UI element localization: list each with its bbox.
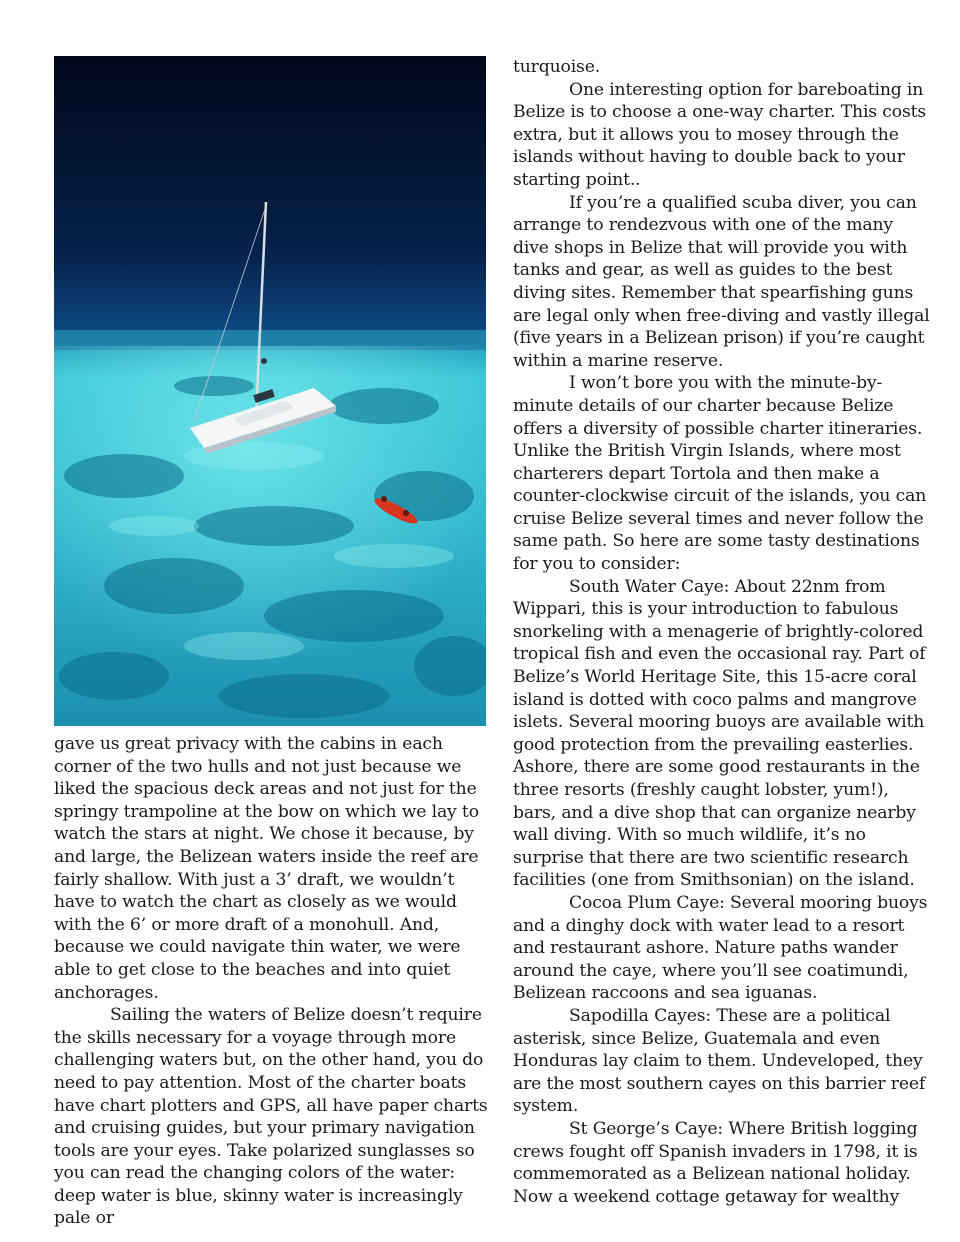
photo-illustration [54, 56, 486, 726]
sailboat-photo [54, 56, 486, 726]
right-text-column [513, 56, 933, 1208]
paragraph: Cocoa Plum Caye: Several mooring buoys and a dinghy dock with water lead to a resort and restaurant ashore. Nature paths wander around the caye, where you’ll see coatimundi, Belizean raccoons and sea iguanas. [513, 892, 928, 1004]
paragraph: Sapodilla Cayes: These are a political asterisk, since Belize, Guatemala and even Honduras lay claim to them. Undeveloped, they are the most southern cayes on this barrier reef system. [513, 1005, 926, 1117]
paragraph: gave us great privacy with the cabins in each corner of the two hulls and not just because we liked the spacious deck areas and not just for the springy trampoline at the bow on which we lay to watch the stars at night. We chose it because, by and large, the Belizean waters inside the reef are fairly shallow. With just a 3’ draft, we wouldn’t have to watch the chart as closely as we would with the 6’ or more draft of a monohull. And, because we could navigate thin water, we were able to get close to the beaches and into quiet anchorages. [54, 734, 479, 1003]
paragraph: turquoise. [513, 57, 601, 77]
paragraph: St George’s Caye: Where British logging crews fought off Spanish invaders in 1798, it is commemorated as a Belizean national holiday. Now a weekend cottage getaway for wealthy [513, 1118, 918, 1207]
paragraph: South Water Caye: About 22nm from Wippari, this is your introduction to fabulous snorkeling with a menagerie of brightly-colored tropical fish and even the occasional ray. Part of Belize’s World Heritage Site, this 15-acre coral island is dotted with coco palms and mangrove islets. Several mooring buoys are available with good protection from the prevailing easterlies. Ashore, there are some good restaurants in the three resorts (freshly caught lobster, yum!), bars, and a dive shop that can organize nearby wall diving. With so much wildlife, it’s no surprise that there are two scientific research facilities (one from Smithsonian) on the island. [513, 576, 926, 891]
paragraph: One interesting option for bareboating in Belize is to choose a one-way charter. This costs extra, but it allows you to mosey through the islands without having to double back to your starting point.. [513, 79, 927, 190]
paragraph: I won’t bore you with the minute-by-minute details of our charter because Belize offers a diversity of possible charter itineraries. Unlike the British Virgin Islands, where most charterers depart Tortola and then make a counter-clockwise circuit of the islands, you can cruise Belize several times and never follow the same path. So here are some tasty destinations for you to consider: [513, 373, 927, 575]
paragraph: If you’re a qualified scuba diver, you can arrange to rendezvous with one of the many dive shops in Belize that will provide you with tanks and gear, as well as guides to the best diving sites. Remember that spearfishing guns are legal only when free-diving and vastly illegal (five years in a Belizean prison) if you’re caught within a marine reserve. [513, 192, 930, 371]
paragraph: Sailing the waters of Belize doesn’t require the skills necessary for a voyage through more challenging waters but, on the other hand, you do need to pay attention. Most of the charter boats have chart plotters and GPS, all have paper charts and cruising guides, but your primary navigation tools are your eyes. Take polarized sunglasses so you can read the changing colors of the water: deep water is blue, skinny water is increasingly pale or [54, 1005, 488, 1229]
left-text-column [54, 733, 488, 1230]
